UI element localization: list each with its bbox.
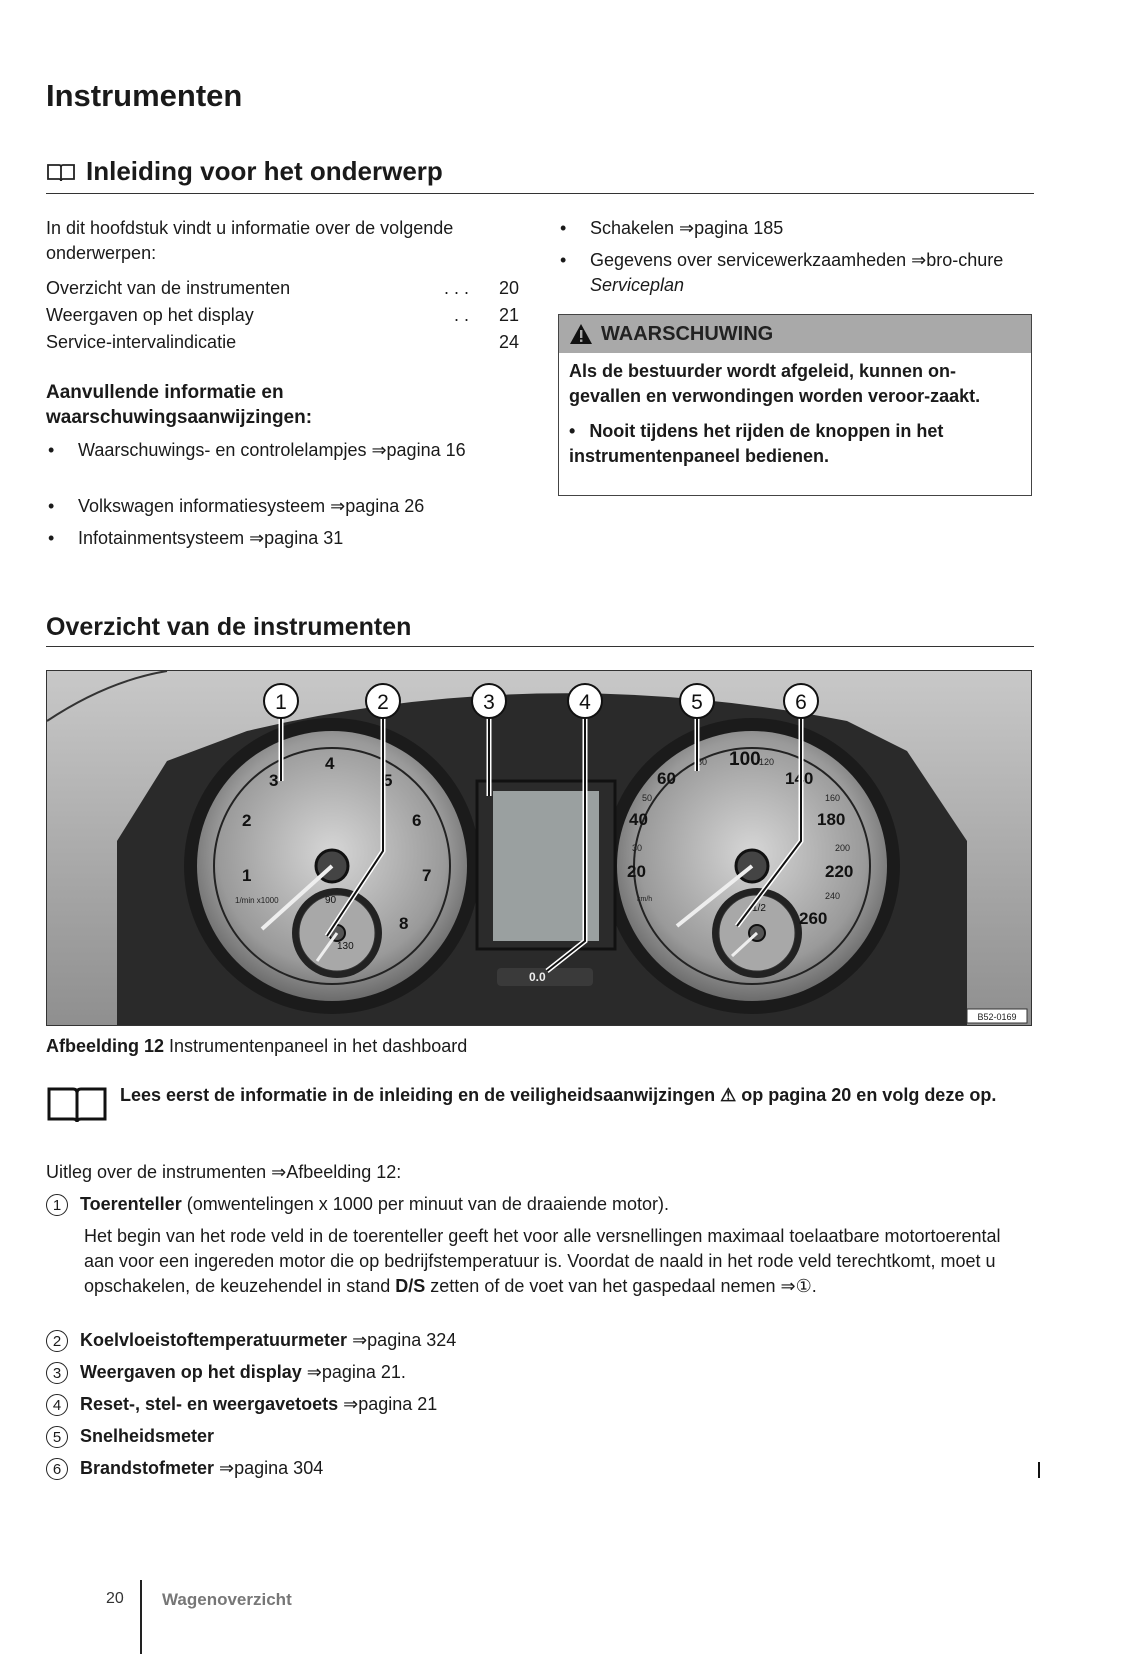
speed-unit: km/h — [637, 896, 653, 903]
tacho-tick: 8 — [399, 914, 409, 933]
extra-info-heading: Aanvullende informatie en waarschuwingsaanwijzingen: — [46, 382, 313, 428]
speed-tick-minor: 120 — [759, 757, 775, 767]
extra-info-item: • Waarschuwings- en controlelampjes ⇒pagina 16 — [46, 438, 548, 463]
section-title-intro: Inleiding voor het onderwerp — [46, 156, 1034, 194]
tacho-tick: 5 — [383, 771, 393, 790]
svg-text:6: 6 — [795, 691, 807, 714]
warning-text: Als de bestuurder wordt afgeleid, kunnen on-gevallen en verwondingen worden veroor-zaakt. — [569, 361, 981, 406]
legend-name: Brandstofmeter — [80, 1458, 215, 1478]
callout-2 — [366, 684, 400, 718]
tacho-tick: 2 — [242, 811, 252, 830]
instrument-cluster-illustration — [47, 671, 1031, 1025]
legend-number: 4 — [46, 1394, 68, 1416]
legend-item — [46, 1392, 1036, 1417]
speed-tick: 220 — [825, 862, 854, 881]
callout-1 — [264, 684, 298, 718]
legend-item — [46, 1192, 1036, 1217]
toc-row[interactable] — [46, 278, 519, 299]
callout-4 — [568, 684, 602, 718]
warning-header — [559, 315, 1031, 353]
right-list-item: • Gegevens over servicewerkzaamheden ⇒bro-chure Serviceplan — [558, 248, 1060, 298]
legend-rest: ⇒pagina 324 — [352, 1330, 457, 1350]
legend-number: 5 — [46, 1426, 68, 1448]
svg-text:1: 1 — [275, 691, 287, 714]
legend-item — [46, 1360, 1036, 1385]
warning-bullet: • Nooit tijdens het rijden de knoppen in het instrumentenpaneel bedienen. — [569, 421, 944, 466]
legend-name: Weergaven op het display — [80, 1362, 302, 1382]
svg-text:4: 4 — [579, 691, 591, 714]
toc-label: Overzicht van de instrumenten — [46, 278, 291, 298]
callout-6 — [784, 684, 818, 718]
speed-tick-minor: 80 — [697, 757, 708, 767]
tacho-tick: 6 — [412, 811, 422, 830]
speed-tick: 60 — [657, 769, 676, 788]
speed-tick-minor: 30 — [632, 843, 643, 853]
toc-dots — [236, 332, 499, 353]
legend-name: Reset-, stel- en weergavetoets — [80, 1394, 339, 1414]
legend-rest: ⇒pagina 21. — [306, 1362, 406, 1382]
tacho-tick: 4 — [325, 754, 335, 773]
figure-caption: Afbeelding 12 Instrumentenpaneel in het dashboard — [46, 1036, 468, 1056]
legend-name: Toerenteller — [80, 1194, 182, 1214]
extra-info-item: • Volkswagen informatiesysteem ⇒pagina 26 — [46, 494, 548, 519]
svg-text:3: 3 — [483, 691, 495, 714]
toc-page: 20 — [498, 278, 519, 298]
toc-label: Weergaven op het display — [46, 305, 254, 325]
legend-number: 1 — [46, 1194, 68, 1216]
legend-rest: ⇒pagina 21 — [343, 1394, 438, 1414]
legend-number: 3 — [46, 1362, 68, 1384]
fuel-half: 1/2 — [752, 903, 766, 914]
display-value: 0.0 — [529, 970, 546, 984]
footer-divider — [140, 1580, 142, 1654]
speed-tick: 260 — [799, 909, 828, 928]
explanation-lead: Uitleg over de instrumenten ⇒Afbeelding 12: — [46, 1162, 402, 1182]
speed-tick-minor: 200 — [835, 843, 851, 853]
speed-tick: 20 — [627, 862, 646, 881]
tacho-unit: 1/min x1000 — [235, 896, 279, 905]
legend-number: 6 — [46, 1458, 68, 1480]
book-icon — [46, 158, 76, 189]
tacho-tick: 3 — [269, 771, 279, 790]
footer-section: Wagenoverzicht — [162, 1590, 292, 1609]
instrument-cluster-figure — [46, 670, 1032, 1026]
extra-info-item: • Infotainmentsysteem ⇒pagina 31 — [46, 526, 548, 551]
legend-item — [46, 1328, 1036, 1353]
speed-tick-minor: 50 — [642, 793, 653, 803]
speed-tick-minor: 240 — [825, 891, 841, 901]
legend-detail: Het begin van het rode veld in de toerenteller geeft het voor alle versnellingen maximaal toelaatbare motortoerental aan voor een ingereden motor die op bedrijfstemperatuur is. Voordat de naald in het rode veld terechtkomt, moet u opschakelen, de keuzehendel in stand D/S zetten of de voet van het gaspedaal nemen ⇒①. — [84, 1226, 1001, 1296]
legend-name: Koelvloeistoftemperatuurmeter — [80, 1330, 348, 1350]
speed-tick: 100 — [729, 749, 761, 770]
change-bar — [1038, 1462, 1040, 1478]
legend-name: Snelheidsmeter — [80, 1426, 215, 1446]
section-title-overview: Overzicht van de instrumenten — [46, 613, 1034, 647]
legend-rest: (omwentelingen x 1000 per minuut van de draaiende motor). — [186, 1194, 670, 1214]
legend-item — [46, 1424, 1036, 1449]
right-list-item: • Schakelen ⇒pagina 185 — [558, 216, 1060, 241]
temp-tick: 130 — [337, 941, 354, 952]
intro-lead: In dit hoofdstuk vindt u informatie over de volgende onderwerpen: — [46, 218, 454, 263]
toc-dots: . . . — [443, 278, 469, 298]
speed-tick: 40 — [629, 810, 648, 829]
toc-page: 24 — [498, 332, 519, 352]
page-number: 20 — [106, 1590, 124, 1607]
speed-tick: 140 — [785, 769, 814, 788]
warning-triangle-icon — [569, 323, 593, 345]
legend-number: 2 — [46, 1330, 68, 1352]
toc-row[interactable] — [46, 332, 519, 353]
toc-page: 21 — [498, 305, 519, 325]
warning-box — [558, 314, 1032, 496]
legend-rest: ⇒pagina 304 — [219, 1458, 324, 1478]
svg-text:5: 5 — [691, 691, 703, 714]
toc-row[interactable] — [46, 305, 519, 326]
speed-tick: 180 — [817, 810, 846, 829]
speed-tick-minor: 160 — [825, 793, 841, 803]
toc-dots: . . — [453, 305, 469, 325]
svg-text:2: 2 — [377, 691, 389, 714]
page-title: Instrumenten — [46, 78, 243, 113]
toc-label: Service-intervalindicatie — [46, 332, 237, 352]
book-icon — [46, 1083, 108, 1128]
callout-5 — [680, 684, 714, 718]
callout-3 — [472, 684, 506, 718]
temp-tick: 90 — [325, 895, 337, 906]
note-text: Lees eerst de informatie in de inleiding en de veiligheidsaanwijzingen ⚠ op pagina 20 en volg deze op. — [120, 1085, 997, 1105]
warning-label: WAARSCHUWING — [601, 322, 774, 345]
tacho-tick: 1 — [242, 866, 252, 885]
figure-id: B52-0169 — [977, 1012, 1017, 1022]
tacho-tick: 7 — [422, 866, 432, 885]
legend-item — [46, 1456, 1036, 1481]
